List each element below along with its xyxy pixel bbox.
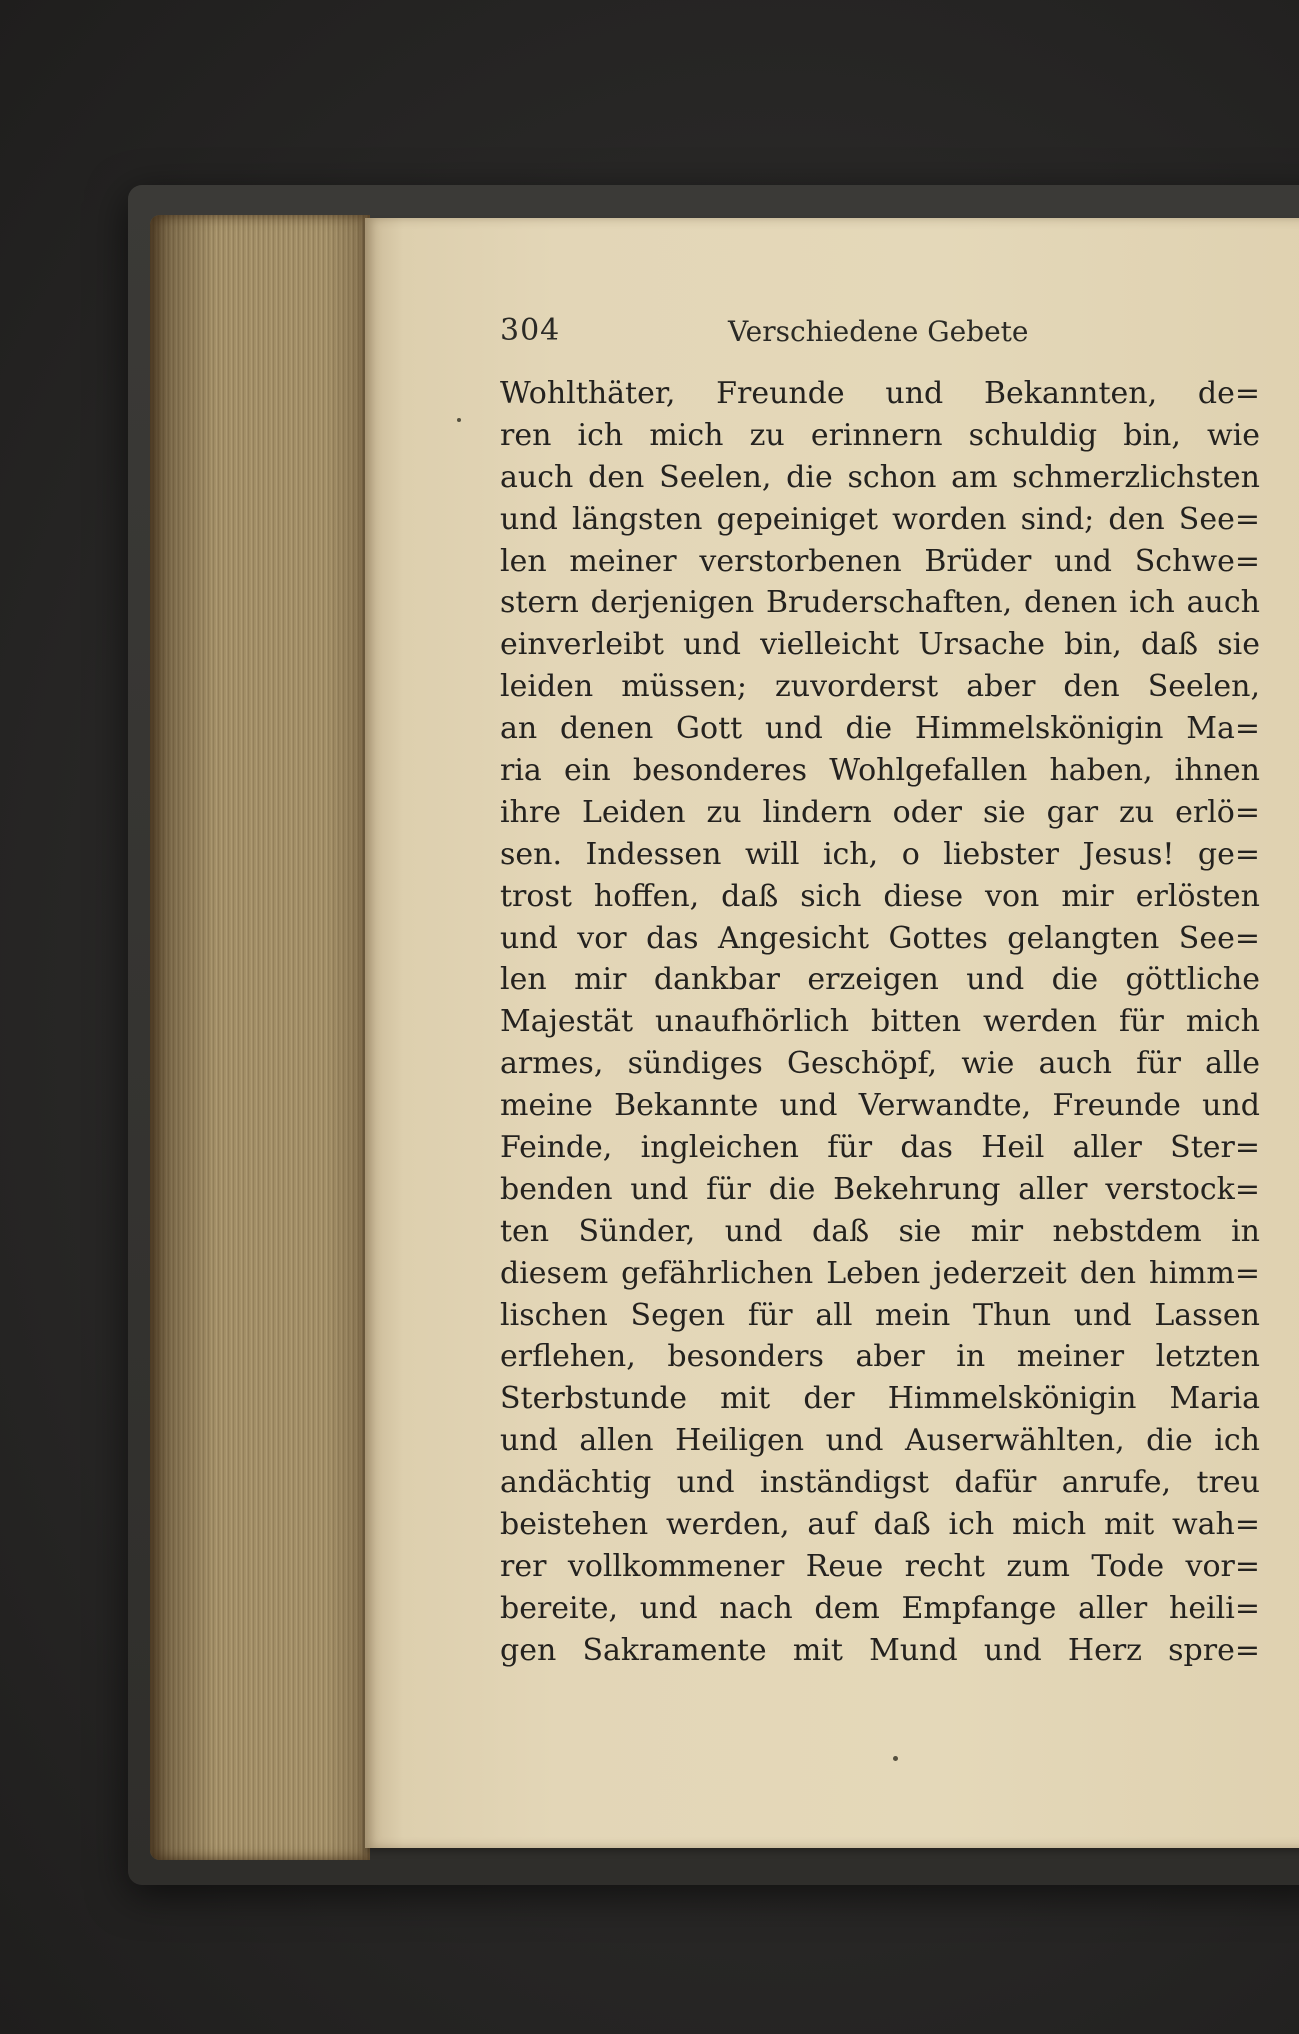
text-line: diesem gefährlichen Leben jederzeit den himm= xyxy=(500,1255,1260,1291)
text-line: trost hoffen, daß sich diese von mir erlösten xyxy=(500,878,1260,914)
text-line: und längsten gepeiniget worden sind; den See= xyxy=(500,501,1260,537)
paper-speck xyxy=(457,418,461,422)
text-line: Majestät unaufhörlich bitten werden für mich xyxy=(500,1004,1260,1040)
page-header xyxy=(500,313,1060,353)
text-line: sen. Indessen will ich, o liebster Jesus! ge= xyxy=(500,836,1260,872)
text-line: gen Sakramente mit Mund und Herz spre= xyxy=(500,1632,1260,1668)
text-line: ihre Leiden zu lindern oder sie gar zu erlö= xyxy=(500,794,1260,830)
text-line: und vor das Angesicht Gottes gelangten See= xyxy=(500,920,1260,956)
text-line: einverleibt und vielleicht Ursache bin, daß sie xyxy=(500,627,1260,663)
text-line: stern derjenigen Bruderschaften, denen ich auch xyxy=(500,585,1260,621)
text-line: armes, sündiges Geschöpf, wie auch für alle xyxy=(500,1046,1260,1082)
running-head: Verschiedene Gebete xyxy=(728,315,1029,348)
text-line: beistehen werden, auf daß ich mich mit wah= xyxy=(500,1507,1260,1543)
text-line: Wohlthäter, Freunde und Bekannten, de= xyxy=(500,376,1260,411)
page-number: 304 xyxy=(500,313,561,348)
page-edges-shading xyxy=(150,215,370,1860)
text-line: erflehen, besonders aber in meiner letzten xyxy=(500,1339,1260,1375)
body-text xyxy=(500,373,1260,1672)
book-page xyxy=(365,218,1299,1848)
text-line: ren ich mich zu erinnern schuldig bin, wie xyxy=(500,417,1260,453)
text-line: bereite, und nach dem Empfange aller heili= xyxy=(500,1590,1260,1626)
text-line: ria ein besonderes Wohlgefallen haben, ihnen xyxy=(500,753,1260,789)
text-line: len mir dankbar erzeigen und die göttliche xyxy=(500,962,1260,998)
text-line: Feinde, ingleichen für das Heil aller Ster= xyxy=(500,1130,1260,1166)
text-line: rer vollkommener Reue recht zum Tode vor= xyxy=(500,1548,1260,1584)
text-line: ten Sünder, und daß sie mir nebstdem in xyxy=(500,1213,1260,1249)
text-line: meine Bekannte und Verwandte, Freunde und xyxy=(500,1088,1260,1124)
text-line: an denen Gott und die Himmelskönigin Ma= xyxy=(500,711,1260,747)
text-line: benden und für die Bekehrung aller verstock= xyxy=(500,1171,1260,1207)
text-line: auch den Seelen, die schon am schmerzlichsten xyxy=(500,459,1260,495)
paper-speck xyxy=(893,1756,898,1761)
text-line: len meiner verstorbenen Brüder und Schwe= xyxy=(500,543,1260,579)
text-line: lischen Segen für all mein Thun und Lassen xyxy=(500,1297,1260,1333)
text-line: andächtig und inständigst dafür anrufe, treu xyxy=(500,1465,1260,1501)
text-line: Sterbstunde mit der Himmelskönigin Maria xyxy=(500,1381,1260,1417)
text-line: und allen Heiligen und Auserwählten, die ich xyxy=(500,1423,1260,1459)
text-line: leiden müssen; zuvorderst aber den Seelen, xyxy=(500,669,1260,705)
